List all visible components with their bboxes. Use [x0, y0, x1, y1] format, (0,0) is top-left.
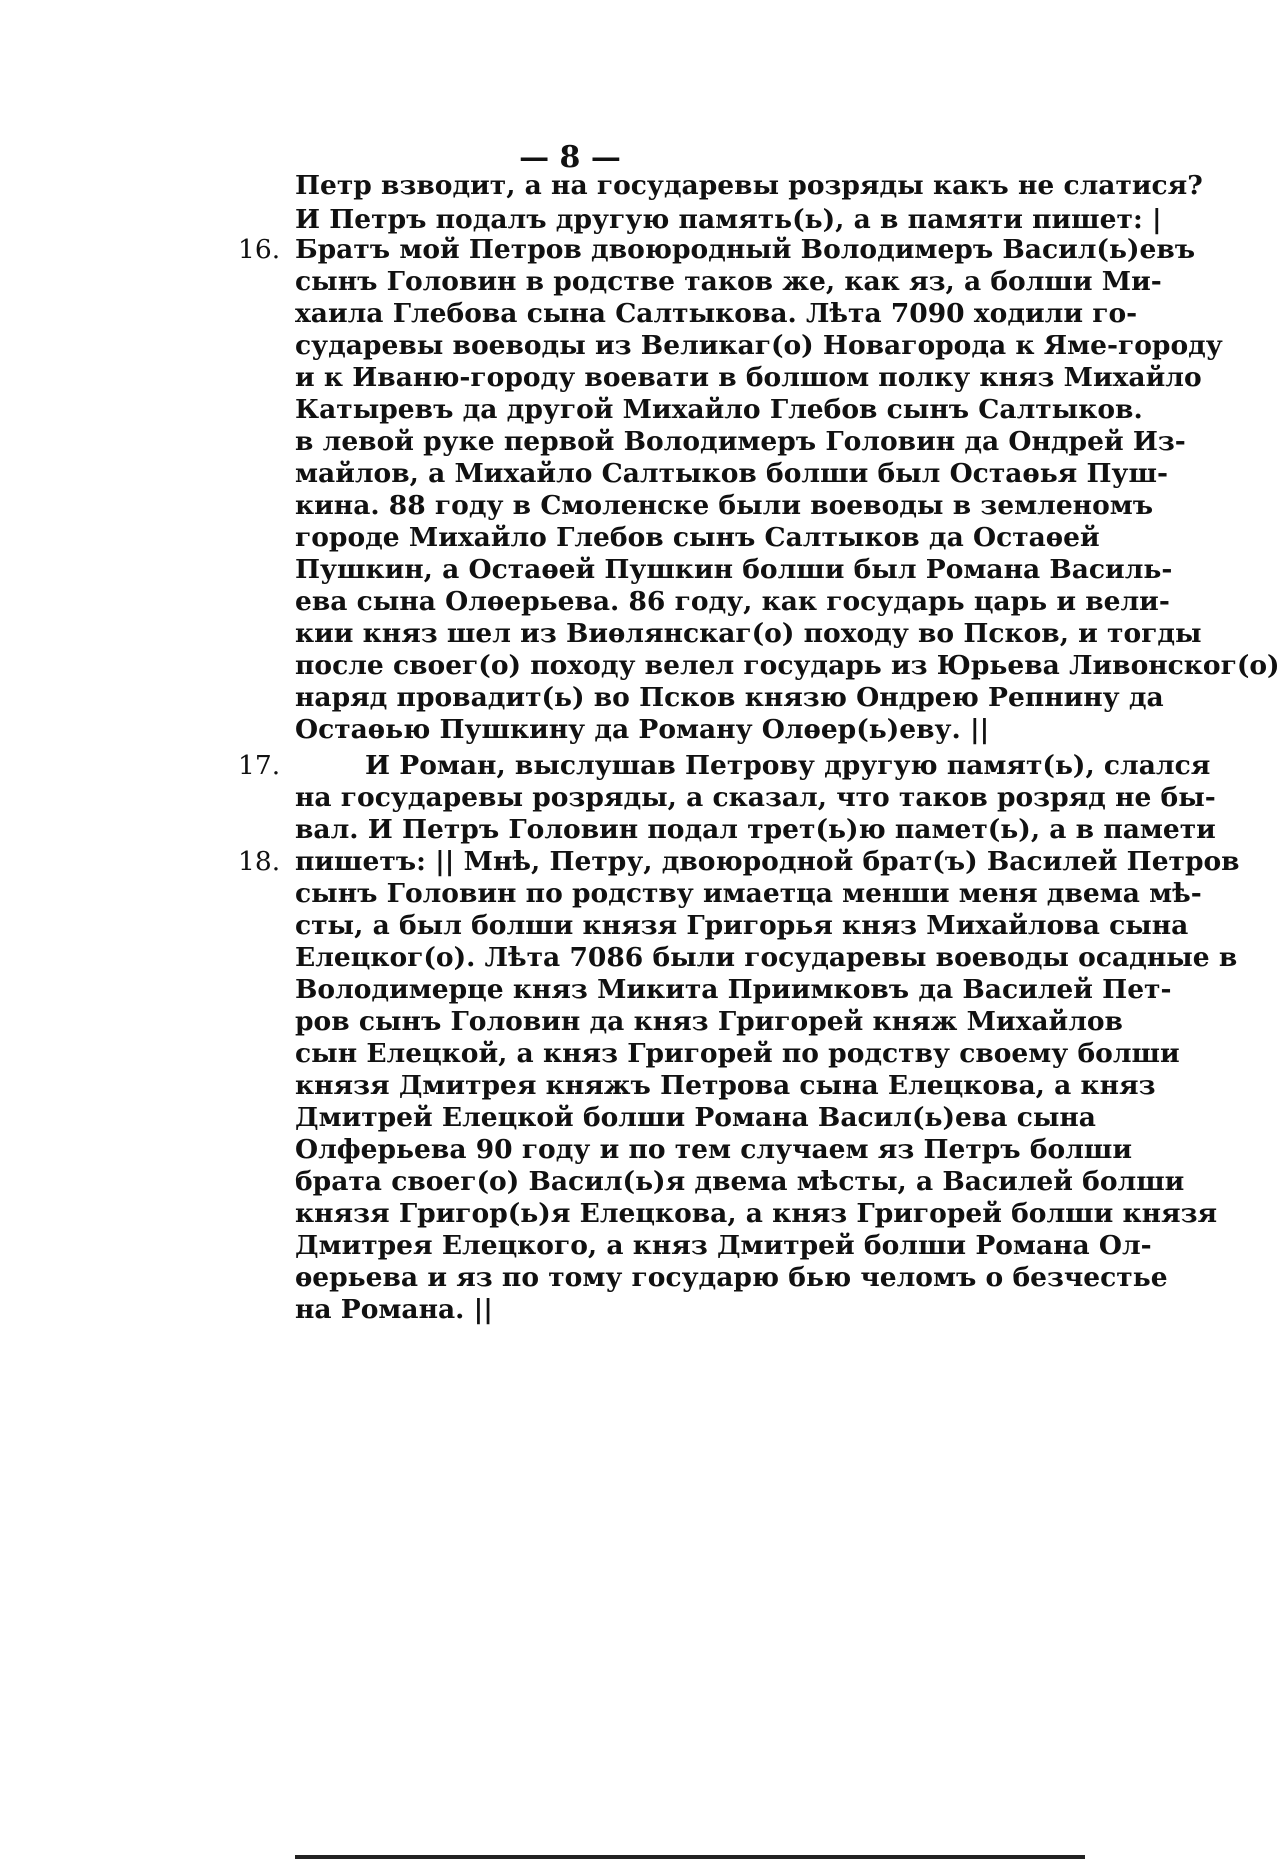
bottom-rule [295, 1855, 1085, 1859]
text-line: князя Дмитрея княжъ Петрова сына Елецкова, а княз [295, 1070, 1156, 1101]
text-line: сударевы воеводы из Великаг(о) Новагорода к Яме-городу [295, 330, 1223, 361]
text-line: на Романа. || [295, 1294, 493, 1325]
text-line: ева сына Олѳерьева. 86 году, как государь царь и вели- [295, 586, 1170, 617]
text-line: князя Григор(ь)я Елецкова, а княз Григорей болши князя [295, 1198, 1218, 1229]
text-line: ров сынъ Головин да княз Григорей княж Михайлов [295, 1006, 1123, 1037]
text-line: вал. И Петръ Головин подал трет(ь)ю памет(ь), а в памети [295, 814, 1216, 845]
text-line: И Роман, выслушав Петрову другую памят(ь), слался [365, 750, 1211, 781]
page-number: — 8 — [519, 140, 621, 175]
text-line: сын Елецкой, а княз Григорей по родству своему болши [295, 1038, 1180, 1069]
margin-number-17: 17. [238, 750, 281, 781]
text-line: Остаѳью Пушкину да Роману Олѳер(ь)еву. || [295, 714, 990, 745]
text-line: Братъ мой Петров двоюродный Володимеръ Васил(ь)евъ [295, 234, 1196, 265]
text-line: сынъ Головин по родству имаетца менши меня двема мѣ- [295, 878, 1202, 909]
text-line: сты, а был болши князя Григорья княз Михайлова сына [295, 910, 1189, 941]
margin-number-16: 16. [238, 234, 281, 265]
text-line: майлов, а Михайло Салтыков болши был Остаѳья Пуш- [295, 458, 1168, 489]
text-line: И Петръ подалъ другую память(ь), а в памяти пишет: | [295, 204, 1162, 235]
margin-number-18: 18. [238, 846, 281, 877]
text-line: хаила Глебова сына Салтыкова. Лѣта 7090 ходили го- [295, 298, 1138, 329]
text-line: городе Михайло Глебов сынъ Салтыков да Остаѳей [295, 522, 1100, 553]
text-line: в левой руке первой Володимеръ Головин да Ондрей Из- [295, 426, 1186, 457]
text-line: Пушкин, а Остаѳей Пушкин болши был Романа Василь- [295, 554, 1173, 585]
text-line: Елецког(о). Лѣта 7086 были государевы воеводы осадные в [295, 942, 1238, 973]
text-line: кии княз шел из Виѳлянскаг(о) походу во Псков, и тогды [295, 618, 1202, 649]
text-line: пишетъ: || Мнѣ, Петру, двоюродной брат(ъ) Василей Петров [295, 846, 1240, 877]
text-line: сынъ Головин в родстве таков же, как яз, а болши Ми- [295, 266, 1162, 297]
text-line: наряд провадит(ь) во Псков князю Ондрею Репнину да [295, 682, 1164, 713]
text-line: брата своег(о) Васил(ь)я двема мѣсты, а Василей болши [295, 1166, 1185, 1197]
text-line: Дмитрей Елецкой болши Романа Васил(ь)ева сына [295, 1102, 1096, 1133]
text-line: Дмитрея Елецкого, а княз Дмитрей болши Романа Ол- [295, 1230, 1152, 1261]
text-line: кина. 88 году в Смоленске были воеводы в земленомъ [295, 490, 1154, 521]
text-line: на государевы розряды, а сказал, что таков розряд не бы- [295, 782, 1216, 813]
text-line: Володимерце княз Микита Приимковъ да Василей Пет- [295, 974, 1172, 1005]
text-line: Катыревъ да другой Михайло Глебов сынъ Салтыков. [295, 394, 1143, 425]
text-line: ѳерьева и яз по тому государю бью челомъ о безчестье [295, 1262, 1168, 1293]
text-line: Петр взводит, а на государевы розряды какъ не слатися? [295, 170, 1203, 201]
text-line: после своег(о) походу велел государь из Юрьева Ливонског(о) [295, 650, 1280, 681]
text-line: Олферьева 90 году и по тем случаем яз Петръ болши [295, 1134, 1133, 1165]
text-line: и к Иваню-городу воевати в болшом полку княз Михайло [295, 362, 1202, 393]
